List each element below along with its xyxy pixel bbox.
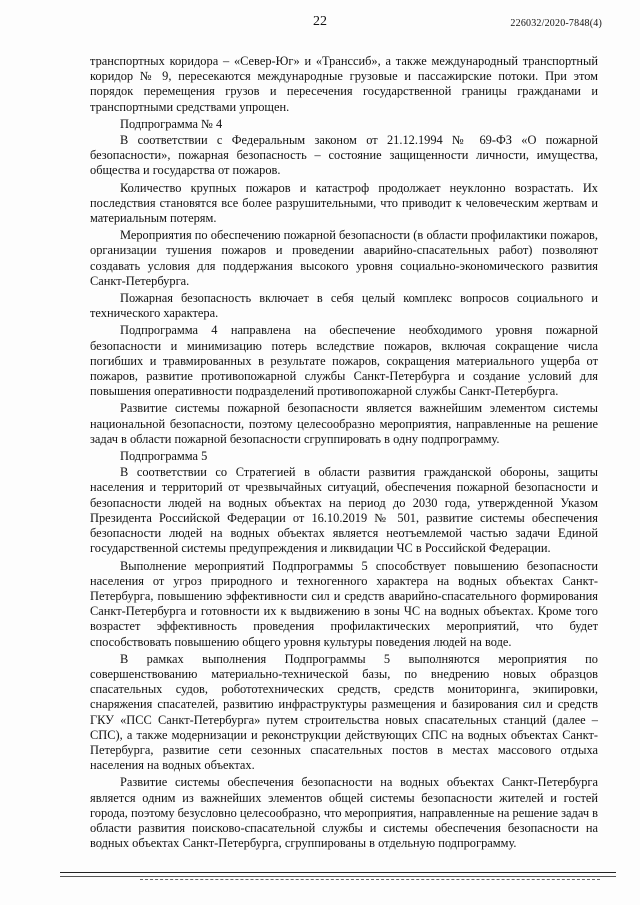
paragraph: Развитие системы обеспечения безопасности на водных объектах Санкт-Петербурга является одним из важнейших элементов общей системы безопасности жителей и гостей города, поэтому безусловно целесообразно, что мероприятия, направленные на решение задач в области развития поисково-спасательной службы и системы обеспечения безопасности на водных объектах Санкт-Петербурга, сгруппированы в отдельную подпрограмму. xyxy=(90,775,598,851)
paragraph: транспортных коридора – «Север-Юг» и «Транссиб», а также международный транспортный коридор № 9, пересекаются международные грузовые и пассажирские потоки. При этом порядок перемещения грузов и пересечения государственной границы гражданами и транспортными средствами упрощен. xyxy=(90,54,598,114)
paragraph: В соответствии со Стратегией в области развития гражданской обороны, защиты населения и территорий от чрезвычайных ситуаций, обеспечения пожарной безопасности и безопасности людей на водных объектах на период до 2030 года, утвержденной Указом Президента Российской Федерации от 16.10.2019 № 501, развитие системы обеспечения безопасности людей на водных объектах является неотъемлемой частью задачи Единой государственной системы предупреждения и ликвидации ЧС в Российской Федерации. xyxy=(90,465,598,556)
paragraph: В рамках выполнения Подпрограммы 5 выполняются мероприятия по совершенствованию материально-технической базы, по внедрению новых образцов спасательных судов, робототехнических средств, средств мониторинга, экипировки, снаряжения спасателей, развитию инфраструктуры размещения и базирования сил и средств ГКУ «ПСС Санкт-Петербурга» путем строительства новых спасательных станций (далее – СПС), а также модернизации и реконструкции действующих СПС на водных объектах Санкт-Петербурга, развитие сети сезонных спасательных постов в местах массового отдыха населения на водных объектах. xyxy=(90,651,598,773)
footer-scan-line xyxy=(140,879,600,880)
document-body xyxy=(90,54,598,853)
paragraph: В соответствии с Федеральным законом от 21.12.1994 № 69-ФЗ «О пожарной безопасности», пожарная безопасность – состояние защищенности личности, имущества, общества и государства от пожаров. xyxy=(90,133,598,178)
paragraph: Развитие системы пожарной безопасности является важнейшим элементом системы национальной безопасности, поэтому целесообразно мероприятия, направленные на решение задач в области пожарной безопасности сгруппировать в одну подпрограмму. xyxy=(90,401,598,446)
paragraph: Подпрограмма 4 направлена на обеспечение необходимого уровня пожарной безопасности и минимизацию потерь вследствие пожаров, включая сокращение числа погибших и травмированных в результате пожаров, сокращения материального ущерба от пожаров, развитие противопожарной службы Санкт-Петербурга и создание условий для повышения оперативности подразделений противопожарной службы Санкт-Петербурга. xyxy=(90,323,598,399)
section-heading: Подпрограмма № 4 xyxy=(120,116,223,131)
paragraph: Количество крупных пожаров и катастроф продолжает неуклонно возрастать. Их последствия становятся все более разрушительными, что приводит к человеческим жертвам и материальным потерям. xyxy=(90,180,598,226)
page-number: 22 xyxy=(313,14,327,29)
paragraph: Выполнение мероприятий Подпрограммы 5 способствует повышению безопасности населения от угроз природного и техногенного характера на водных объектах Санкт-Петербурга, повышению эффективности сил и средств аварийно-спасательного формирования Санкт-Петербурга и готовности их к выдвижению в зоны ЧС на водных объектах. Кроме того возрастет эффективность проведения профилактических мероприятий, что будет способствовать повышению общего уровня культуры поведения людей на воде. xyxy=(90,558,598,649)
paragraph: Пожарная безопасность включает в себя целый комплекс вопросов социального и технического характера. xyxy=(90,291,598,321)
paragraph: Мероприятия по обеспечению пожарной безопасности (в области профилактики пожаров, организации тушения пожаров и проведении аварийно-спасательных работ) позволяют создавать условия для поддержания высокого уровня социально-экономического развития Санкт-Петербурга. xyxy=(90,228,598,288)
footer-rule xyxy=(60,872,616,877)
document-registration-code: 226032/2020-7848(4) xyxy=(510,18,602,29)
section-heading: Подпрограмма 5 xyxy=(120,449,208,464)
